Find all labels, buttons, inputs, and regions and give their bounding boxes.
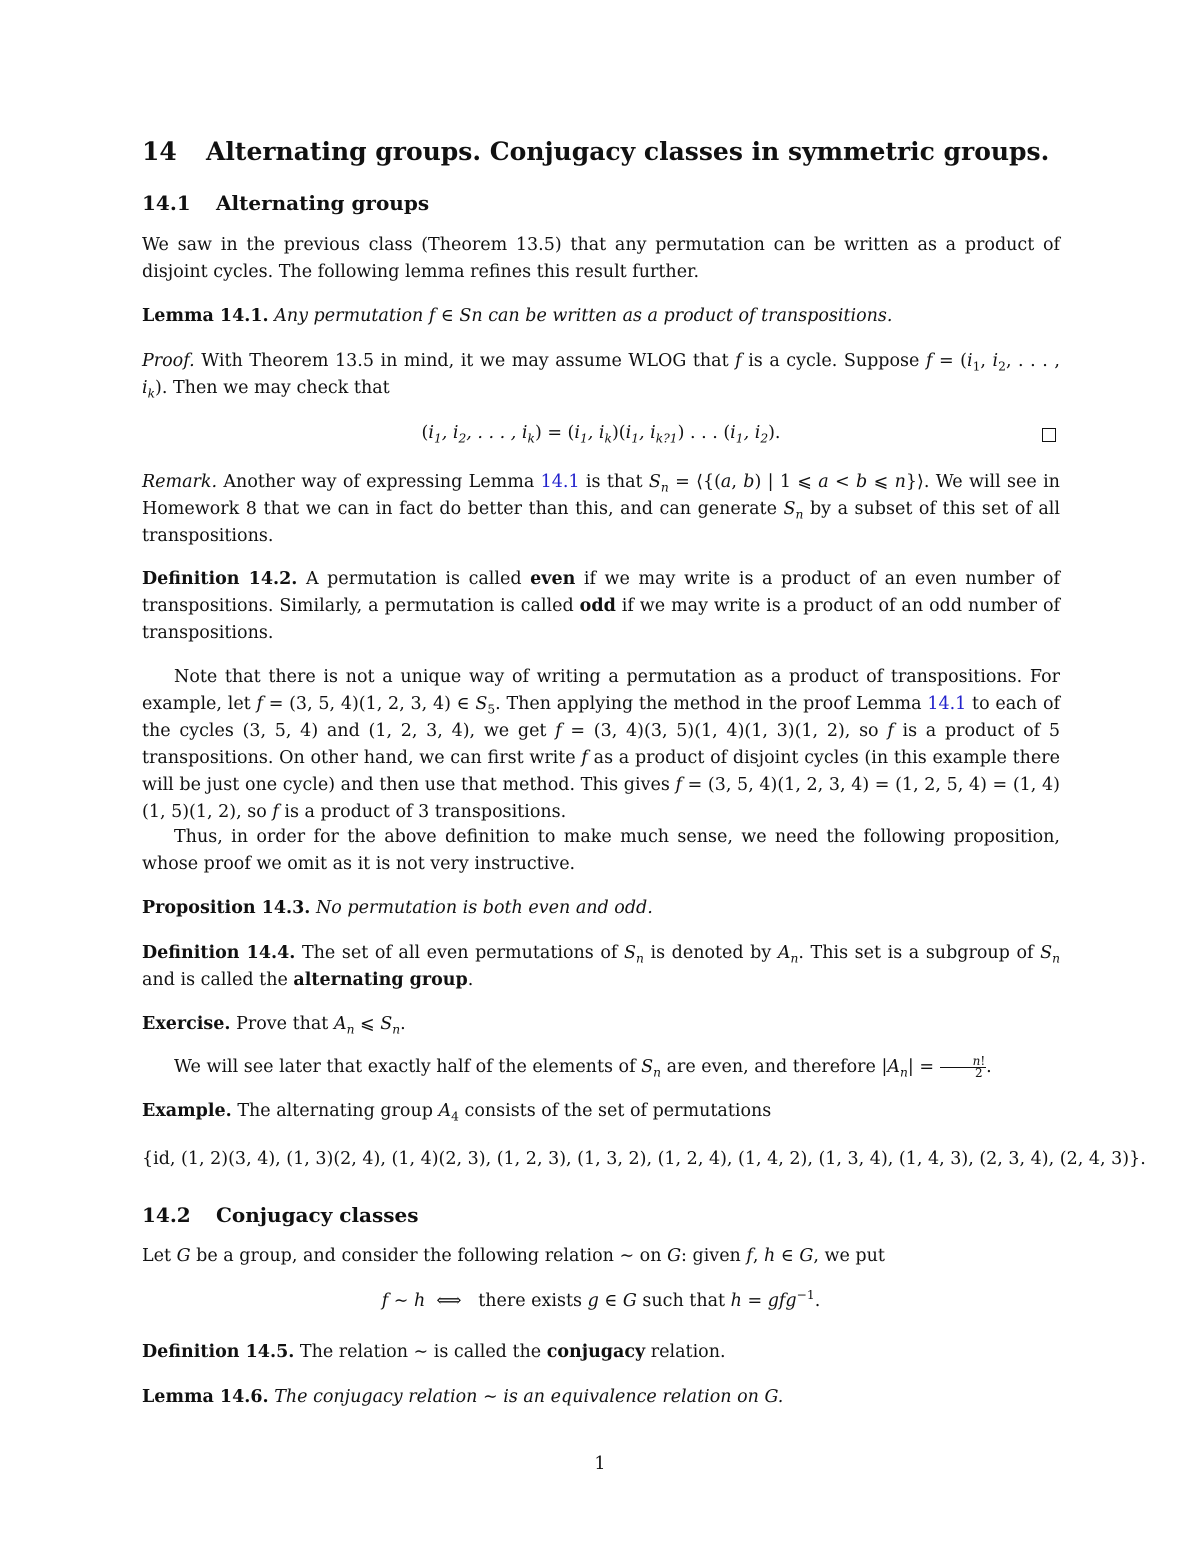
exercise-label: Exercise. (142, 1014, 231, 1034)
conjugacy-equation: f ∼ h ⟺ there exists g ∈ G such that h = gfg$^{-1}$. (381, 1288, 821, 1311)
subsection-heading-2 (142, 1203, 419, 1227)
definition-label: Definition 14.4. (142, 943, 296, 963)
section-number: 14 (142, 137, 177, 166)
definition-14-4: Definition 14.4. The set of all even permutations of $S_n$ is denoted by $A_n$. This set is a subgroup of $S_n$ and is called the alternating group. (142, 943, 1060, 990)
lemma-14-1 (142, 303, 1060, 330)
note-paragraph: Note that there is not a unique way of writing a permutation as a product of transpositions. For example, let f = (3, 5, 4)(1, 2, 3, 4) ∈ $S_5$. Then applying the method in the proof Lemma 14.1 to each of the cycles (3, 5, 4) and (1, 2, 3, 4), we get f = (3, 4)(3, 5)(1, 4)(1, 3)(1, 2), so f is a product of 5 transpositions. On other hand, we can first write f as a product of disjoint cycles (in this example there will be just one cycle) and then use that method. This gives f = (3, 5, 4)(1, 2, 3, 4) = (1, 2, 5, 4) = (1, 4)(1, 5)(1, 2), so f is a product of 3 transpositions. (142, 667, 1060, 822)
lemma-ref-link[interactable]: 14.1 (540, 472, 580, 492)
thus-paragraph: Thus, in order for the above definition to make much sense, we need the following proposition, whose proof we omit as it is not very instructive. (142, 827, 1060, 874)
subsection-number: 14.2 (142, 1203, 191, 1227)
lemma-statement: Any permutation f ∈ Sn can be written as a product of transpositions. (274, 306, 893, 326)
remark-label: Remark. (142, 472, 218, 492)
section-title: Alternating groups. Conjugacy classes in symmetric groups. (206, 137, 1050, 166)
proposition-14-3 (142, 895, 1060, 922)
example-paragraph: Example. The alternating group $A_4$ consists of the set of permutations (142, 1101, 772, 1124)
definition-14-2: Definition 14.2. A permutation is called even if we may write is a product of an even number of transpositions. Similarly, a permutation is called odd if we may write is a product of an odd number of transpositions. (142, 569, 1060, 643)
exercise-paragraph: Exercise. Prove that $A_n$ ⩽ $S_n$. (142, 1014, 406, 1037)
subsection-title: Alternating groups (216, 191, 430, 215)
definition-14-5: Definition 14.5. The relation ∼ is called the conjugacy relation. (142, 1342, 726, 1362)
a4-set: {id, (1, 2)(3, 4), (1, 3)(2, 4), (1, 4)(2, 3), (1, 2, 3), (1, 3, 2), (1, 2, 4), (1, 4, 2), (1, 3, 4), (1, 4, 3), (2, 3, 4), (2, 4, 3)}. (142, 1149, 1146, 1169)
remark-paragraph: Remark. Another way of expressing Lemma 14.1 is that $S_n$ = ⟨{(a, b) | 1 ⩽ a < b ⩽ n}⟩. We will see in Homework 8 that we can in fact do better than this, and can generate $S_n$ by a subset of this set of all transpositions. (142, 472, 1060, 546)
lemma-statement: The conjugacy relation ∼ is an equivalence relation on G. (274, 1387, 784, 1407)
intro-paragraph: We saw in the previous class (Theorem 13.5) that any permutation can be written as a product of disjoint cycles. The following lemma refines this result further. (142, 235, 1060, 282)
subsection-title: Conjugacy classes (216, 1203, 419, 1227)
lemma-ref-link-2[interactable]: 14.1 (927, 694, 967, 714)
half-paragraph: We will see later that exactly half of the elements of $S_n$ are even, and therefore $|A_n|$ = $\frac{n!}{2}$ . (174, 1054, 992, 1080)
qed-box (1042, 428, 1056, 442)
proposition-label: Proposition 14.3. (142, 898, 311, 918)
definition-label: Definition 14.2. (142, 569, 298, 589)
conjugacy-intro: Let G be a group, and consider the following relation ∼ on G: given f, h ∈ G, we put (142, 1246, 885, 1266)
example-label: Example. (142, 1101, 232, 1121)
subsection-number: 14.1 (142, 191, 191, 215)
proposition-statement: No permutation is both even and odd. (315, 898, 653, 918)
proof-label: Proof. (142, 351, 195, 371)
subsection-heading-1 (142, 191, 429, 215)
lemma-label: Lemma 14.6. (142, 1387, 269, 1407)
cycle-equation: ($i_1$, $i_2$, . . . , $i_k) = (i_1$, $i_k)(i_1$, $i_{k?1}$) . . . ($i_1$, $i_2$). (421, 423, 781, 446)
page-number: 1 (594, 1454, 606, 1474)
proof-paragraph: Proof. With Theorem 13.5 in mind, it we may assume WLOG that f is a cycle. Suppose $f = (i_1$, $i_2$, . . . , $i_k$). Then we may check that (142, 351, 1060, 401)
lemma-label: Lemma 14.1. (142, 306, 269, 326)
n-factorial-over-2: $\frac{n!}{2}$ (940, 1056, 987, 1079)
section-heading (142, 137, 1049, 166)
lemma-14-6 (142, 1384, 1060, 1411)
definition-label: Definition 14.5. (142, 1342, 295, 1362)
